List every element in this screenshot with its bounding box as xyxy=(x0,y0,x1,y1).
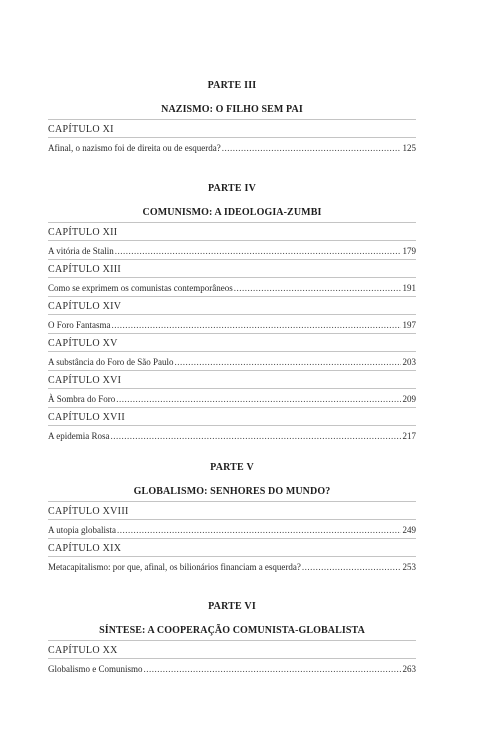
part-subtitle: NAZISMO: O FILHO SEM PAI xyxy=(161,104,303,115)
chapter-label: CAPÍTULO XI xyxy=(48,119,416,137)
part-section xyxy=(48,600,416,677)
entry-page-number: 203 xyxy=(402,357,416,367)
entry-page-number: 253 xyxy=(402,562,416,572)
entry-title: Metacapitalismo: por que, afinal, os bilionários financiam a esquerda? xyxy=(48,562,301,572)
chapter-label: CAPÍTULO XV xyxy=(48,333,416,351)
entry-page-number: 249 xyxy=(402,525,416,535)
toc-entry[interactable] xyxy=(48,658,416,676)
part-title: PARTE IV xyxy=(207,183,256,194)
part-subtitle: COMUNISMO: A IDEOLOGIA-ZUMBI xyxy=(142,207,322,218)
part-section xyxy=(48,461,416,575)
dot-leader xyxy=(302,560,401,574)
entry-title: A epidemia Rosa xyxy=(48,431,110,441)
part-title: PARTE VI xyxy=(208,601,256,612)
entry-title: A vitória de Stalin xyxy=(48,246,114,256)
entry-page-number: 179 xyxy=(402,246,416,256)
entry-page-number: 191 xyxy=(402,283,416,293)
entry-title: Afinal, o nazismo foi de direita ou de esquerda? xyxy=(48,143,221,153)
entry-title: A utopia globalista xyxy=(48,525,116,535)
toc-entry[interactable] xyxy=(48,240,416,258)
dot-leader xyxy=(112,318,401,332)
part-title: PARTE V xyxy=(210,462,254,473)
chapter-label: CAPÍTULO XIV xyxy=(48,296,416,314)
dot-leader xyxy=(234,281,401,295)
part-title: PARTE III xyxy=(207,80,257,91)
toc-entry[interactable] xyxy=(48,519,416,537)
dot-leader xyxy=(222,141,401,155)
toc-entry[interactable] xyxy=(48,388,416,406)
dot-leader xyxy=(116,392,400,406)
chapter-label: CAPÍTULO XVI xyxy=(48,370,416,388)
dot-leader xyxy=(144,662,401,676)
part-section xyxy=(48,79,416,156)
dot-leader xyxy=(111,429,401,443)
entry-title: Globalismo e Comunismo xyxy=(48,664,143,674)
part-subtitle: SÍNTESE: A COOPERAÇÃO COMUNISTA-GLOBALISTA xyxy=(99,625,365,636)
chapter-label: CAPÍTULO XIX xyxy=(48,538,416,556)
part-subtitle: GLOBALISMO: SENHORES DO MUNDO? xyxy=(133,486,331,497)
entry-title: Como se exprimem os comunistas contemporâneos xyxy=(48,283,233,293)
toc-entry[interactable] xyxy=(48,277,416,295)
entry-page-number: 263 xyxy=(402,664,416,674)
chapter-label: CAPÍTULO XII xyxy=(48,222,416,240)
chapter-label: CAPÍTULO XX xyxy=(48,640,416,658)
entry-title: À Sombra do Foro xyxy=(48,394,116,404)
toc-entry[interactable] xyxy=(48,556,416,574)
part-section xyxy=(48,182,416,444)
dot-leader xyxy=(117,523,401,537)
dot-leader xyxy=(115,244,401,258)
entry-title: A substância do Foro de São Paulo xyxy=(48,357,174,367)
dot-leader xyxy=(175,355,401,369)
toc-entry[interactable] xyxy=(48,425,416,443)
chapter-label: CAPÍTULO XIII xyxy=(48,259,416,277)
chapter-label: CAPÍTULO XVIII xyxy=(48,501,416,519)
entry-page-number: 217 xyxy=(402,431,416,441)
entry-page-number: 209 xyxy=(402,394,416,404)
toc-entry[interactable] xyxy=(48,137,416,155)
entry-page-number: 197 xyxy=(402,320,416,330)
toc-entry[interactable] xyxy=(48,351,416,369)
toc-entry[interactable] xyxy=(48,314,416,332)
chapter-label: CAPÍTULO XVII xyxy=(48,407,416,425)
entry-page-number: 125 xyxy=(402,143,416,153)
entry-title: O Foro Fantasma xyxy=(48,320,111,330)
